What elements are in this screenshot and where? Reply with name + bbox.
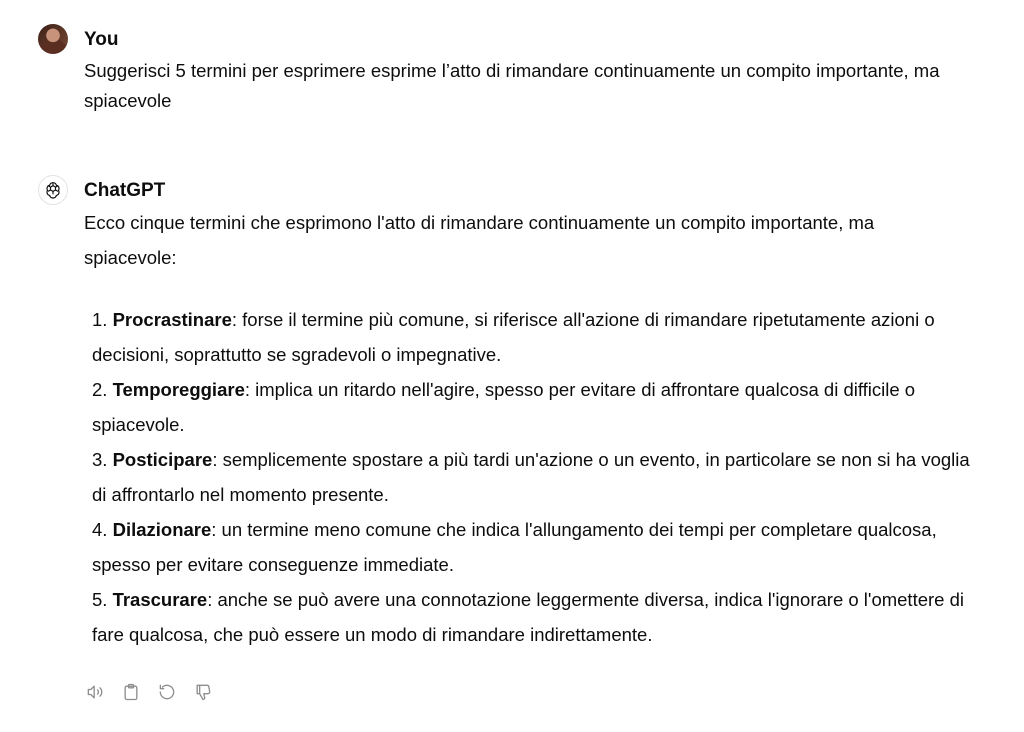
regenerate-icon[interactable]: [156, 681, 178, 703]
thumbs-down-icon[interactable]: [192, 681, 214, 703]
list-item-number: 3.: [92, 449, 108, 470]
list-item: [92, 512, 972, 582]
list-item-description: : implica un ritardo nell'agire, spesso per evitare di affrontare qualcosa di difficile o spiacevole.: [92, 379, 916, 435]
list-item: [92, 582, 972, 652]
answer-list: [92, 302, 972, 652]
list-item-description: : anche se può avere una connotazione leggermente diversa, indica l'ignorare o l'omettere di fare qualcosa, che può essere un modo di rimandare indirettamente.: [92, 589, 964, 645]
list-item: [92, 442, 972, 512]
list-item-term: Trascurare: [112, 589, 208, 610]
user-avatar[interactable]: [38, 24, 68, 54]
list-item-number: 4.: [92, 519, 108, 540]
list-item-description: : forse il termine più comune, si riferisce all'azione di rimandare ripetutamente azioni o decisioni, soprattutto se sgradevoli o impegnative.: [92, 309, 935, 365]
openai-logo-icon: [38, 175, 68, 205]
speaker-icon[interactable]: [84, 681, 106, 703]
assistant-intro-text: Ecco cinque termini che esprimono l'atto di rimandare continuamente un compito importante, ma spiacevole:: [84, 212, 875, 268]
list-item: [92, 302, 972, 372]
list-item-term: Posticipare: [112, 449, 213, 470]
list-item-number: 5.: [92, 589, 108, 610]
list-item-description: : un termine meno comune che indica l'allungamento dei tempi per completare qualcosa, spesso per evitare conseguenze immediate.: [92, 519, 937, 575]
user-message-text: Suggerisci 5 termini per esprimere esprime l’atto di rimandare continuamente un compito importante, ma spiacevole: [84, 60, 940, 111]
message-actions: [84, 681, 214, 703]
list-item-term: Temporeggiare: [112, 379, 245, 400]
list-item-number: 2.: [92, 379, 108, 400]
clipboard-icon[interactable]: [120, 681, 142, 703]
list-item-number: 1.: [92, 309, 108, 330]
list-item-term: Procrastinare: [112, 309, 232, 330]
list-item-term: Dilazionare: [112, 519, 212, 540]
list-item: [92, 372, 972, 442]
assistant-author-name: ChatGPT: [84, 180, 166, 201]
user-author-name: You: [84, 29, 119, 50]
list-item-description: : semplicemente spostare a più tardi un'azione o un evento, in particolare se non si ha voglia di affrontarlo nel momento presente.: [92, 449, 970, 505]
